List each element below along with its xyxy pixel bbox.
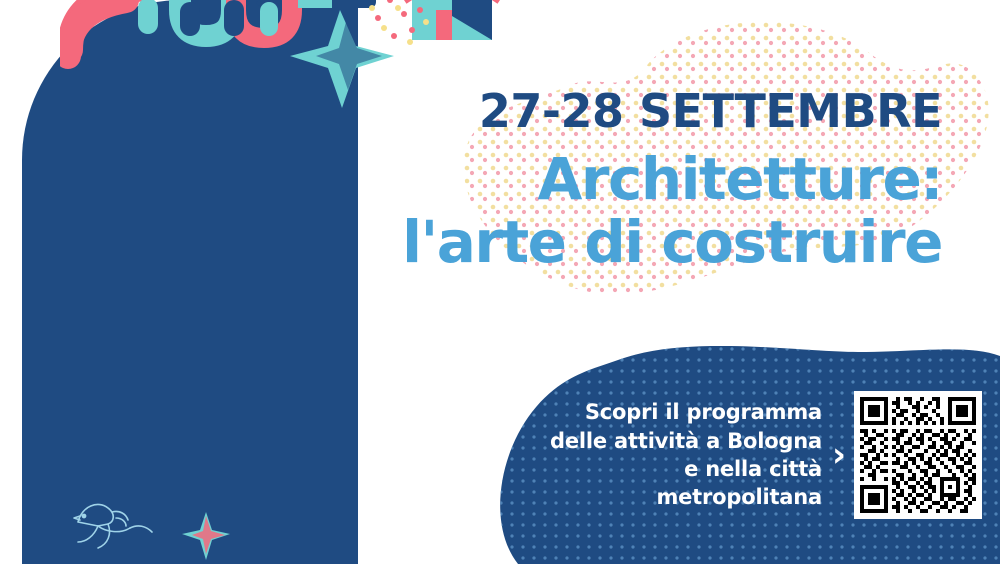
event-title-line-1: Architetture: bbox=[537, 145, 942, 213]
event-date: 27-28 SETTEMBRE bbox=[478, 84, 942, 138]
star-icon bbox=[178, 508, 234, 564]
chevron-right-icon[interactable]: › bbox=[832, 435, 847, 475]
cta-text: Scopri il programma delle attività a Bologna e nella città metropolitana bbox=[550, 400, 822, 510]
dove-icon bbox=[68, 492, 158, 552]
headline-block bbox=[322, 84, 942, 276]
qr-code[interactable] bbox=[854, 391, 982, 519]
cta-block[interactable] bbox=[498, 346, 1000, 564]
event-title-line-2: l'arte di costruire bbox=[402, 207, 942, 276]
